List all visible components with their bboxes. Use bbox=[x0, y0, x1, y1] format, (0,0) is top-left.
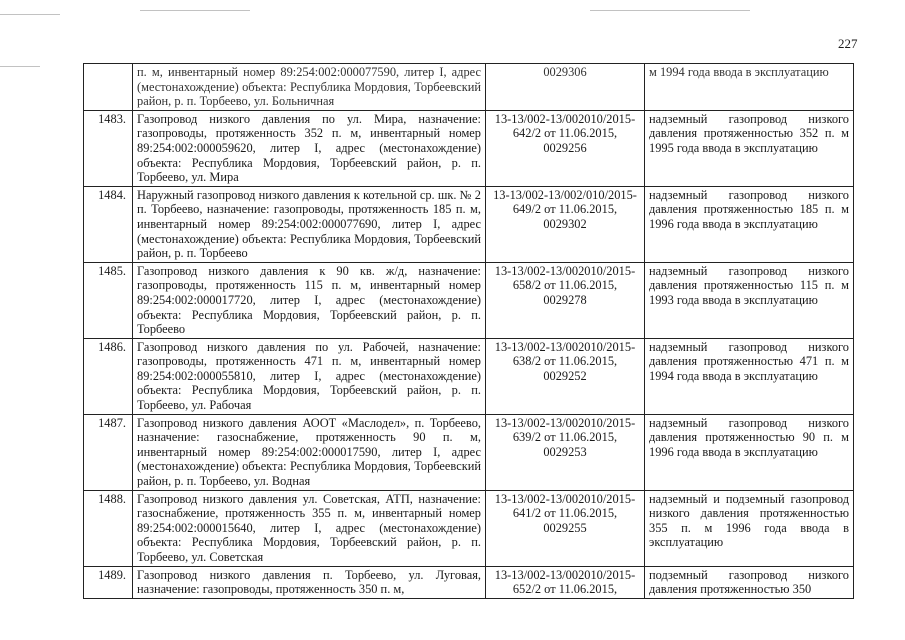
row-number: 1487. bbox=[84, 414, 133, 490]
row-number: 1483. bbox=[84, 110, 133, 186]
registration-number: 13-13/002-13/002/010/2015-649/2 от 11.06.2015, 0029302 bbox=[486, 186, 645, 262]
row-number bbox=[84, 64, 133, 111]
object-characteristics: надземный газопровод низкого давления протяженностью 352 п. м 1995 года ввода в эксплуатацию bbox=[645, 110, 854, 186]
registration-number: 13-13/002-13/002010/2015-652/2 от 11.06.2015, bbox=[486, 566, 645, 598]
object-characteristics: надземный и подземный газопровод низкого давления протяженностью 355 п. м 1996 года ввода в эксплуатацию bbox=[645, 490, 854, 566]
object-description: Газопровод низкого давления по ул. Мира, назначение: газопроводы, протяженность 352 п. м, инвентарный номер 89:254:002:000059620, литер I, адрес (местонахождение) объекта: Республика Мордовия, Торбеевский район, р. п. Торбеево, ул. Мира bbox=[133, 110, 486, 186]
row-number: 1485. bbox=[84, 262, 133, 338]
table-row bbox=[84, 64, 854, 111]
object-characteristics: надземный газопровод низкого давления протяженностью 471 п. м 1994 года ввода в эксплуатацию bbox=[645, 338, 854, 414]
scan-artifact bbox=[0, 14, 60, 15]
object-characteristics: подземный газопровод низкого давления протяженностью 350 bbox=[645, 566, 854, 598]
object-description: Газопровод низкого давления по ул. Рабочей, назначение: газопроводы, протяженность 471 п. м, инвентарный номер 89:254:002:000055810, литер I, адрес (местонахождение) объекта: Республика Мордовия, Торбеевский район, р. п. Торбеево, ул. Рабочая bbox=[133, 338, 486, 414]
object-description: Газопровод низкого давления ул. Советская, АТП, назначение: газоснабжение, протяженность 355 п. м, инвентарный номер 89:254:002:000015640, литер I, адрес (местонахождение) объекта: Республика Мордовия, Торбеевский район, р. п. Торбеево, ул. Советская bbox=[133, 490, 486, 566]
object-characteristics: надземный газопровод низкого давления протяженностью 115 п. м 1993 года ввода в эксплуатацию bbox=[645, 262, 854, 338]
table-row bbox=[84, 338, 854, 414]
object-characteristics: м 1994 года ввода в эксплуатацию bbox=[645, 64, 854, 111]
registration-number: 0029306 bbox=[486, 64, 645, 111]
row-number: 1489. bbox=[84, 566, 133, 598]
table-row bbox=[84, 110, 854, 186]
page-number: 227 bbox=[838, 36, 858, 51]
row-number: 1484. bbox=[84, 186, 133, 262]
registration-number: 13-13/002-13/002010/2015-641/2 от 11.06.2015, 0029255 bbox=[486, 490, 645, 566]
scan-artifact bbox=[140, 10, 250, 11]
object-characteristics: надземный газопровод низкого давления протяженностью 90 п. м 1996 года ввода в эксплуатацию bbox=[645, 414, 854, 490]
object-description: Газопровод низкого давления АООТ «Маслодел», п. Торбеево, назначение: газоснабжение, протяженность 90 п. м, инвентарный номер 89:254:002:000017590, литер I, адрес (местонахождение) объекта: Республика Мордовия, Торбеевский район, р. п. Торбеево, ул. Водная bbox=[133, 414, 486, 490]
object-description: Наружный газопровод низкого давления к котельной ср. шк. № 2 п. Торбеево, назначение: газопроводы, протяженность 185 п. м, инвентарный номер 89:254:002:000077690, литер I, адрес (местонахождение) объекта: Республика Мордовия, Торбеевский район, р. п. Торбеево bbox=[133, 186, 486, 262]
object-description: п. м, инвентарный номер 89:254:002:000077590, литер I, адрес (местонахождение) объекта: Республика Мордовия, Торбеевский район, р. п. Торбеево, ул. Больничная bbox=[133, 64, 486, 111]
table-row bbox=[84, 566, 854, 598]
scan-artifact bbox=[0, 66, 40, 67]
table-row bbox=[84, 262, 854, 338]
object-description: Газопровод низкого давления к 90 кв. ж/д, назначение: газопроводы, протяженность 115 п. м, инвентарный номер 89:254:002:000017720, литер I, адрес (местонахождение) объекта: Республика Мордовия, Торбеевский район, р. п. Торбеево bbox=[133, 262, 486, 338]
registration-number: 13-13/002-13/002010/2015-658/2 от 11.06.2015, 0029278 bbox=[486, 262, 645, 338]
table-row bbox=[84, 186, 854, 262]
registration-number: 13-13/002-13/002010/2015-639/2 от 11.06.2015, 0029253 bbox=[486, 414, 645, 490]
row-number: 1486. bbox=[84, 338, 133, 414]
row-number: 1488. bbox=[84, 490, 133, 566]
registry-table bbox=[83, 63, 854, 599]
registration-number: 13-13/002-13/002010/2015-642/2 от 11.06.2015, 0029256 bbox=[486, 110, 645, 186]
table-row bbox=[84, 414, 854, 490]
table-row bbox=[84, 490, 854, 566]
object-description: Газопровод низкого давления п. Торбеево, ул. Луговая, назначение: газопроводы, протяженность 350 п. м, bbox=[133, 566, 486, 598]
object-characteristics: надземный газопровод низкого давления протяженностью 185 п. м 1996 года ввода в эксплуатацию bbox=[645, 186, 854, 262]
scan-artifact bbox=[590, 10, 750, 11]
registration-number: 13-13/002-13/002010/2015-638/2 от 11.06.2015, 0029252 bbox=[486, 338, 645, 414]
